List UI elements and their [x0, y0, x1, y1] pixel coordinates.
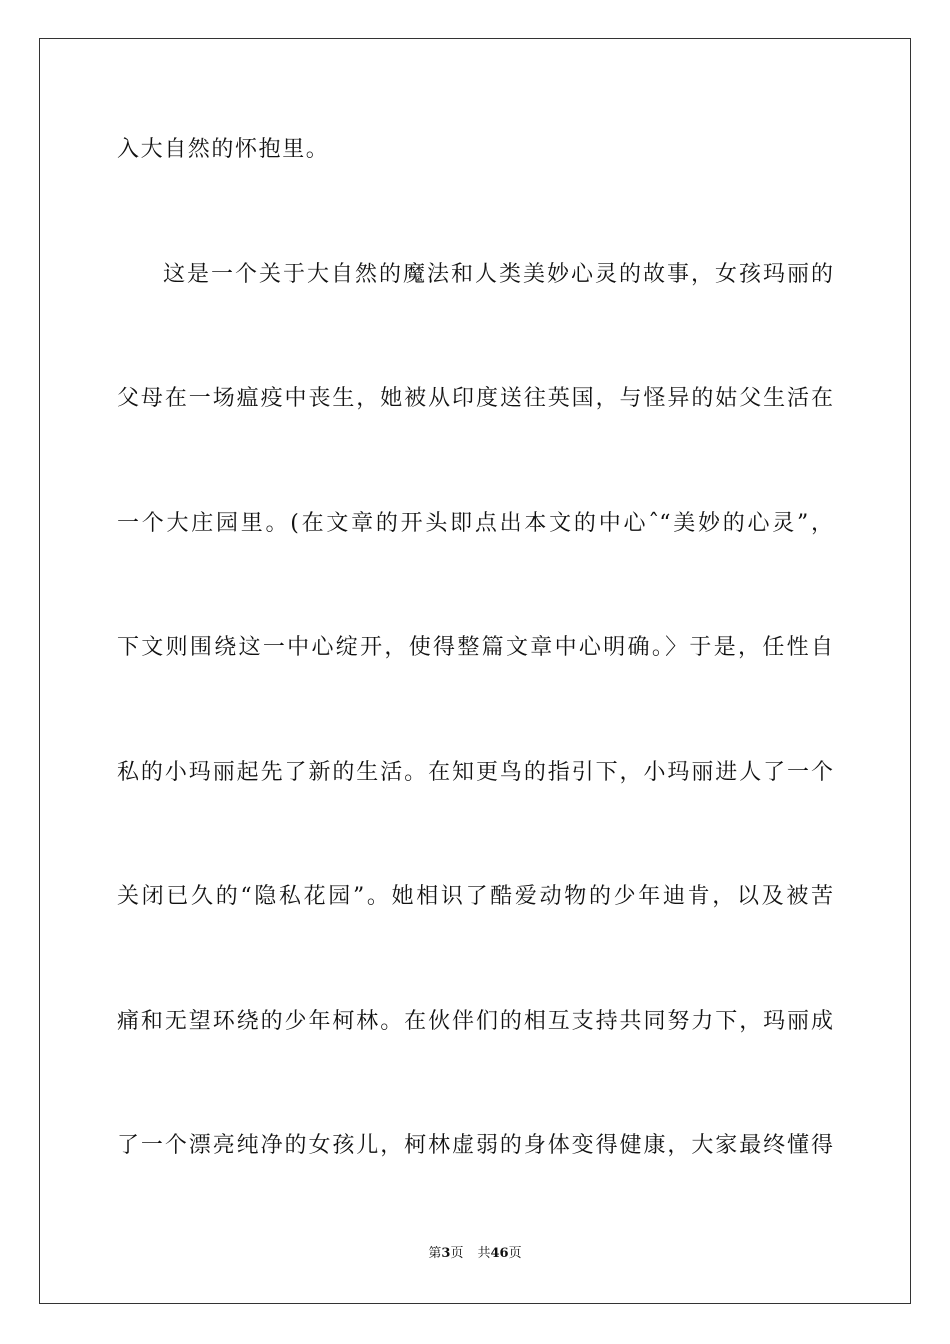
text-line-9: 了一个漂亮纯净的女孩儿，柯林虚弱的身体变得健康，大家最终懂得 — [117, 1133, 833, 1158]
text-line-3: 父母在一场瘟疫中丧生，她被从印度送往英国，与怪异的姑父生活在 — [117, 386, 833, 411]
text-line-6: 私的小玛丽起先了新的生活。在知更鸟的指引下，小玛丽进人了一个 — [117, 760, 833, 785]
page-border — [39, 38, 911, 1304]
page-suffix: 页 — [450, 1246, 464, 1261]
text-line-1: 入大自然的怀抱里。 — [117, 137, 330, 162]
text-line-7: 关闭已久的“隐私花园”。她相识了酷爱动物的少年迪肯，以及被苦 — [117, 884, 833, 909]
total-page-count: 46 — [490, 1246, 509, 1261]
text-line-2: 这是一个关于大自然的魔法和人类美妙心灵的故事，女孩玛丽的 — [163, 262, 833, 287]
page-prefix: 第 — [428, 1246, 442, 1261]
total-suffix: 页 — [508, 1246, 522, 1261]
page-footer — [0, 1245, 950, 1263]
text-line-8: 痛和无望环绕的少年柯林。在伙伴们的相互支持共同努力下，玛丽成 — [117, 1009, 833, 1034]
text-line-4: 一个大庄园里。(在文章的开头即点出本文的中心ˆ“美妙的心灵”， — [117, 511, 833, 536]
current-page-number: 3 — [441, 1246, 451, 1261]
total-prefix: 共 — [477, 1246, 491, 1261]
text-line-5: 下文则围绕这一中心绽开，使得整篇文章中心明确。〉于是，任性自 — [117, 635, 833, 660]
